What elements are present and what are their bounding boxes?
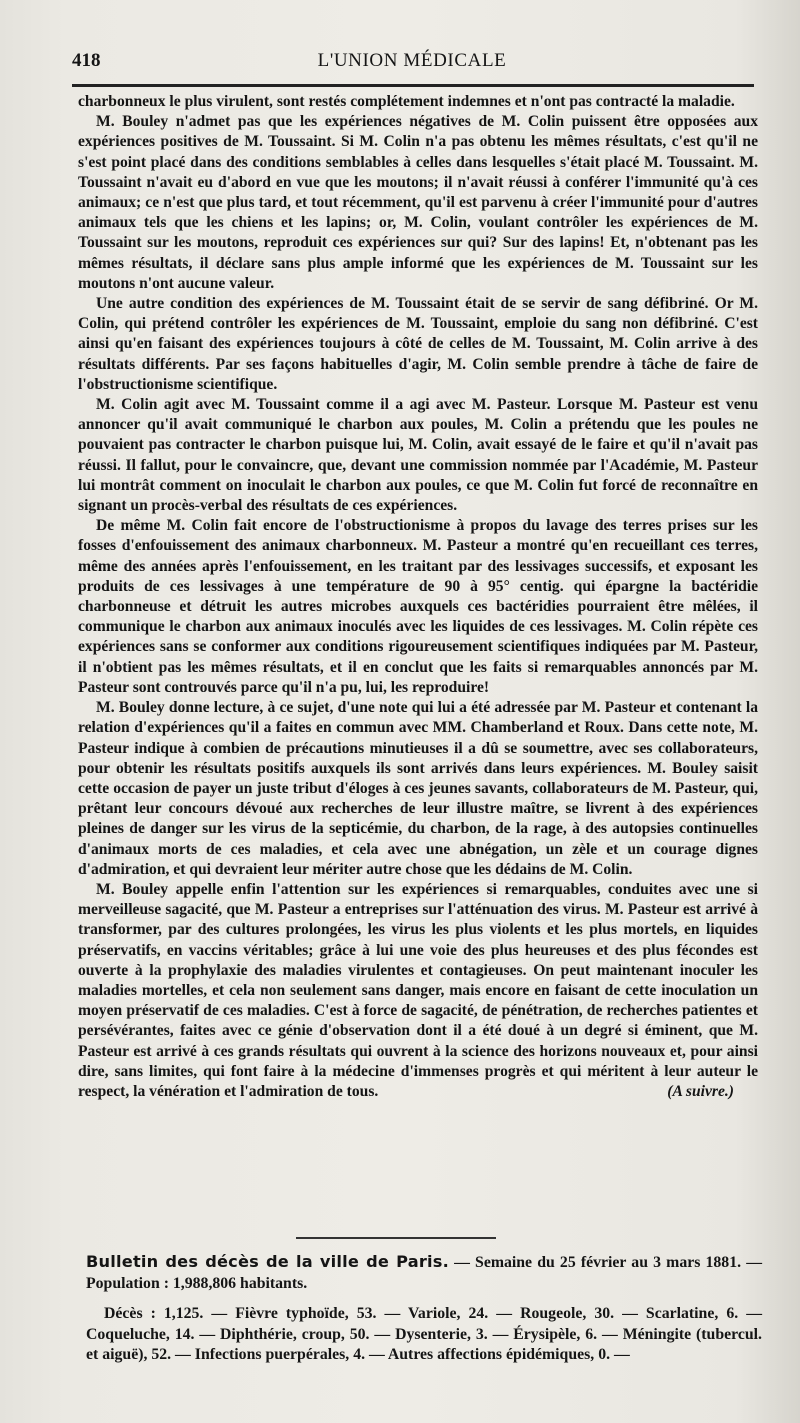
paragraph: M. Colin agit avec M. Toussaint comme il a agi avec M. Pasteur. Lorsque M. Pasteur est venu annoncer qu'il avait communiqué le charbon aux poules, M. Colin a prétendu que les poules ne pouvaient pas contracter le charbon puisque lui, M. Colin, avait essayé de le faire et qu'il n'avait pas réussi. Il fallut, pour le convaincre, que, devant une commission nommée par l'Académie, M. Pasteur lui montrât comment on inoculait le charbon aux poules, ce que M. Colin fut forcé de reconnaître en signant un procès-verbal des résultats de ces expériences. <box>78 396 758 515</box>
paragraph-text: M. Bouley appelle enfin l'attention sur les expériences si remarquables, conduites avec une si merveilleuse sagacité, que M. Pasteur a entreprises sur l'atténuation des virus. M. Pasteur est arrivé à transformer, par des cultures prolongées, les virus les plus violents et les plus mortels, en liquides préservatifs, en vaccins véritables; grâce à lui une voie des plus heureuses et des plus fécondes est ouverte à la prophylaxie des maladies virulentes et contagieuses. On peut maintenant inoculer les maladies mortelles, et cela non seulement sans danger, mais encore en faisant de cette inoculation un moyen préservatif de ces maladies. C'est à force de sagacité, de pénétration, de recherches patientes et persévérantes, faites avec ce génie d'observation dont il a été doué à un degré si éminent, que M. Pasteur est arrivé à ces grands résultats qui ouvrent à la science des horizons nouveaux et, pour ainsi dire, sans limites, qui font faire à la médecine d'immenses progrès et qui méritent à leur auteur le respect, la vénération et l'admiration de tous. <box>78 880 758 1100</box>
paragraph: De même M. Colin fait encore de l'obstructionisme à propos du lavage des terres prises sur les fosses d'enfouissement des animaux charbonneux. M. Pasteur a montré qu'en recueillant ces terres, même des années après l'enfouissement, en les traitant par des lessivages successifs, et exposant les produits de ces lessivages à une température de 90 à 95° centig. qui épargne la bactéridie charbonneuse et détruit les autres microbes auxquels ces bactéridies pourraient être mêlées, il communique le charbon aux animaux inoculés avec les liquides de ces lessivages. M. Colin répète ces expériences sans se conformer aux conditions rigoureusement scientifiques indiquées par M. Pasteur, il n'obtient pas les mêmes résultats, et il en conclut que les faits si remarquables annoncés par M. Pasteur sont controuvés parce qu'il n'a pu, lui, les reproduire! <box>78 517 758 696</box>
paragraph: Une autre condition des expériences de M. Toussaint était de se servir de sang défibriné. Or M. Colin, qui prétend contrôler les expériences de M. Toussaint, emploie du sang non défibriné. C'est ainsi qu'en faisant des expériences toujours à côté de celles de M. Toussaint, M. Colin arrive à des résultats différents. Par ses façons habituelles d'agir, M. Colin semble prendre à tâche de faire de l'obstructionisme scientifique. <box>78 295 758 393</box>
bulletin-heading <box>86 1252 762 1294</box>
page-number: 418 <box>72 50 101 71</box>
running-title: L'UNION MÉDICALE <box>317 50 507 71</box>
page-header <box>72 46 752 76</box>
bulletin-title: Bulletin des décès de la ville de Paris. <box>86 1252 449 1271</box>
article-body <box>78 92 758 1102</box>
section-separator <box>296 1237 496 1239</box>
paragraph-last <box>78 880 758 1102</box>
paragraph: M. Bouley n'admet pas que les expériences négatives de M. Colin puissent être opposées aux expériences positives de M. Toussaint. Si M. Colin n'a pas obtenu les mêmes résultats, c'est qu'il ne s'est point placé dans des conditions semblables à celles dans lesquelles s'était placé M. Toussaint. M. Toussaint n'avait eu d'abord en vue que les moutons; il n'avait réussi à conférer l'immunité qu'à ces animaux; ce n'est que plus tard, et tout récemment, qu'il est parvenu à créer l'immunité pour d'autres animaux tels que les chiens et les lapins; or, M. Colin, voulant contrôler les expériences de M. Toussaint sur les moutons, reproduit ces expériences sur qui? Sur des lapins! Et, n'obtenant pas les mêmes résultats, il déclare sans plus ample informé que les expériences de M. Toussaint sur les moutons n'ont aucune valeur. <box>78 113 758 292</box>
paragraph-continued: charbonneux le plus virulent, sont restés complétement indemnes et n'ont pas contracté la maladie. <box>78 93 735 110</box>
bulletin-deaths: Décès : 1,125. — Fièvre typhoïde, 53. — Variole, 24. — Rougeole, 30. — Scarlatine, 6. — Coqueluche, 14. — Diphthérie, croup, 50. — Dysenterie, 3. — Érysipèle, 6. — Méningite (tubercul. et aiguë), 52. — Infections puerpérales, 4. — Autres affections épidémiques, 0. — <box>86 1305 762 1363</box>
continuation-note: (A suivre.) <box>667 1082 734 1100</box>
death-bulletin <box>86 1252 762 1366</box>
bulletin-intro: — Semaine du 25 février au 3 mars 1881. — Population : 1,988,806 habitants. <box>86 1254 762 1292</box>
header-rule <box>72 84 754 87</box>
paragraph: M. Bouley donne lecture, à ce sujet, d'une note qui lui a été adressée par M. Pasteur et contenant la relation d'expériences qu'il a faites en commun avec MM. Chamberland et Roux. Dans cette note, M. Pasteur indique à combien de précautions minutieuses il a dû se soumettre, avec ses collaborateurs, pour obtenir les résultats positifs auxquels ils sont arrivés dans leurs expériences. M. Bouley saisit cette occasion de payer un juste tribut d'éloges à ces jeunes savants, collaborateurs de M. Pasteur, qui, prêtant leur concours dévoué aux recherches de leur illustre maître, se livrent à des expériences pleines de danger sur les virus de la septicémie, du charbon, de la rage, à des autopsies continuelles d'animaux morts de ces maladies, et cela avec une abnégation, un zèle et un courage dignes d'admiration, et qui devraient leur mériter autre chose que les dédains de M. Colin. <box>78 699 758 878</box>
